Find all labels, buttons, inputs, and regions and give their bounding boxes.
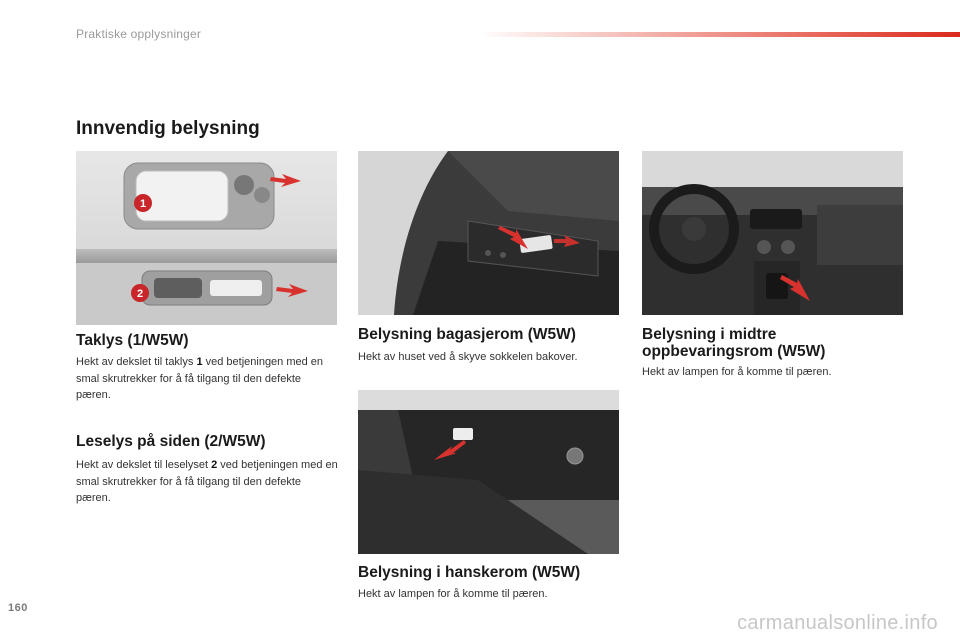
console-lamp-heading <box>642 326 825 360</box>
glovebox-lamp-heading: Belysning i hanskerom (W5W) <box>358 564 581 581</box>
photo-callout-1: 1 <box>139 198 147 210</box>
running-header: Praktiske opplysninger <box>76 27 202 41</box>
boot-lamp-illustration <box>358 151 619 315</box>
watermark: carmanualsonline.info <box>737 612 938 634</box>
side-lamp-heading: Leselys på siden (2/W5W) <box>76 433 266 450</box>
side-lamp-text-start: Hekt av dekslet til leselyset <box>76 459 212 471</box>
roof-lamp-heading: Taklys (1/W5W) <box>76 332 189 349</box>
page-number: 160 <box>8 602 28 614</box>
roof-lamp-instructions <box>76 354 338 404</box>
photo-callout-2: 2 <box>136 288 144 300</box>
side-lamp-text-end: ved betjeningen med en smal skrutrekker for å få tilgang til den defekte pæren. <box>76 459 338 504</box>
boot-lamp-heading: Belysning bagasjerom (W5W) <box>358 326 576 343</box>
side-lamp-instructions <box>76 457 338 507</box>
roof-lamp-text-start: Hekt av dekslet til taklys <box>76 356 197 368</box>
console-lamp-instructions: Hekt av lampen for å komme til pæren. <box>642 366 832 378</box>
boot-lamp-photo <box>358 151 619 315</box>
console-lamp-illustration <box>642 151 903 315</box>
glovebox-lamp-illustration <box>358 390 619 554</box>
roof-lamp-photo <box>76 151 337 325</box>
roof-lamp-callout-ref: 1 <box>196 356 203 368</box>
console-lamp-photo <box>642 151 903 315</box>
roof-lamp-text-end: ved betjeningen med en smal skrutrekker for å få tilgang til den defekte pæren. <box>76 356 324 401</box>
glovebox-lamp-instructions: Hekt av lampen for å komme til pæren. <box>358 588 548 600</box>
section-title: Innvendig belysning <box>76 118 260 139</box>
boot-lamp-instructions: Hekt av huset ved å skyve sokkelen bakover. <box>358 351 578 363</box>
glovebox-lamp-photo <box>358 390 619 554</box>
console-lamp-heading-line1: Belysning i midtre <box>642 326 777 343</box>
header-accent-rule <box>478 32 960 37</box>
side-lamp-callout-ref: 2 <box>211 459 218 471</box>
console-lamp-heading-line2: oppbevaringsrom (W5W) <box>642 343 826 360</box>
roof-lamp-illustration <box>76 151 337 325</box>
